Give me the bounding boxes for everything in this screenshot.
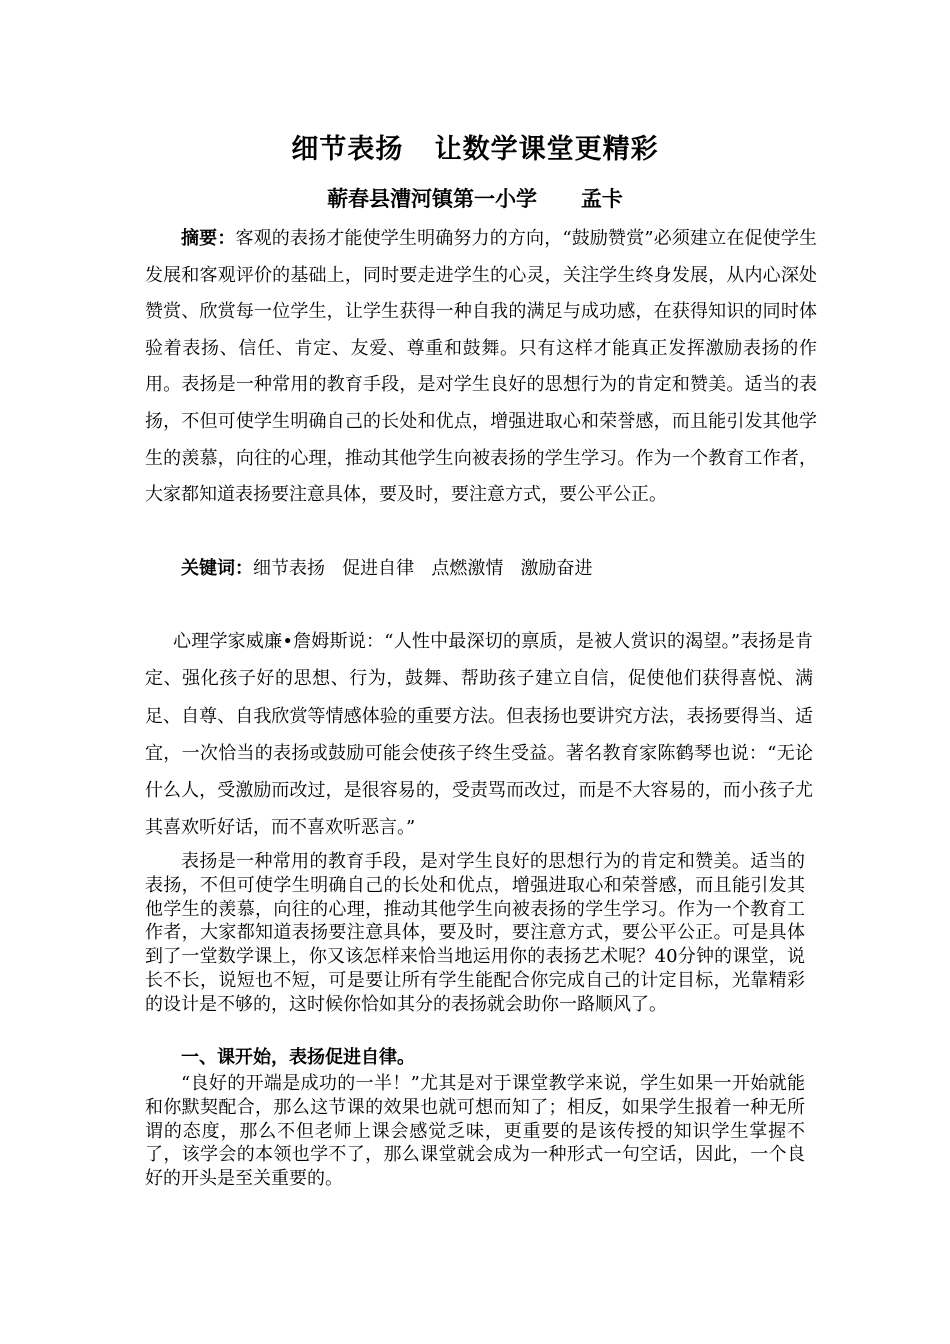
keywords-text: 细节表扬 促进自律 点燃激情 激励奋进 — [253, 558, 593, 579]
intro-paragraph: 心理学家威廉•詹姆斯说：“人性中最深切的禀质，是被人赏识的渴望。”表扬是肯定、强化孩子好的思想、行为，鼓舞、帮助孩子建立自信，促使他们获得喜悦、满足、自尊、自我欣赏等情感体验的重要方法。但表扬也要讲究方法，表扬要得当、适宜，一次恰当的表扬或鼓励可能会使孩子终生受益。著名教育家陈鹤琴也说：“无论什么人，受激励而改过，是很容易的，受责骂而改过，而是不大容易的，而小孩子尤其喜欢听好话，而不喜欢听恶言。” — [145, 631, 813, 839]
document-title: 细节表扬 让数学课堂更精彩 — [291, 134, 659, 165]
abstract-text: 客观的表扬才能使学生明确努力的方向，“鼓励赞赏”必须建立在促使学生发展和客观评价的基础上，同时要走进学生的心灵，关注学生终身发展，从内心深处赞赏、欣赏每一位学生，让学生获得一种自我的满足与成功感，在获得知识的同时体验着表扬、信任、肯定、友爱、尊重和鼓舞。只有这样才能真正发挥激励表扬的作用。表扬是一种常用的教育手段，是对学生良好的思想行为的肯定和赞美。适当的表扬，不但可使学生明确自己的长处和优点，增强进取心和荣誉感，而且能引发其他学生的羡慕，向往的心理，推动其他学生向被表扬的学生学习。作为一个教育工作者，大家都知道表扬要注意具体，要及时，要注意方式，要公平公正。 — [145, 228, 817, 506]
section-heading-1: 一、课开始，表扬促进自律。 — [181, 1047, 415, 1068]
body-paragraph-2: 表扬是一种常用的教育手段，是对学生良好的思想行为的肯定和赞美。适当的表扬，不但可使学生明确自己的长处和优点，增强进取心和荣誉感，而且能引发其他学生的羡慕，向往的心理，推动其他学生向被表扬的学生学习。作为一个教育工作者，大家都知道表扬要注意具体，要及时，要注意方式，要公平公正。可是具体到了一堂数学课上，你又该怎样来恰当地运用你的表扬艺术呢？40分钟的课堂，说长不长，说短也不短，可是要让所有学生能配合你完成自己的计定目标，光靠精彩的设计是不够的，这时候你恰如其分的表扬就会助你一路顺风了。 — [145, 851, 805, 1015]
keywords-paragraph — [145, 553, 817, 585]
author-line: 蕲春县漕河镇第一小学 孟卡 — [327, 186, 623, 211]
abstract-label: 摘要： — [181, 228, 236, 249]
section-1-paragraph: “良好的开端是成功的一半！”尤其是对于课堂教学来说，学生如果一开始就能和你默契配合，那么这节课的效果也就可想而知了；相反，如果学生报着一种无所谓的态度，那么不但老师上课会感觉乏味，更重要的是该传授的知识学生掌握不了，该学会的本领也学不了，那么课堂就会成为一种形式一句空话，因此，一个良好的开头是至关重要的。 — [145, 1073, 805, 1190]
keywords-label: 关键词： — [181, 558, 253, 579]
abstract-paragraph — [145, 221, 817, 514]
